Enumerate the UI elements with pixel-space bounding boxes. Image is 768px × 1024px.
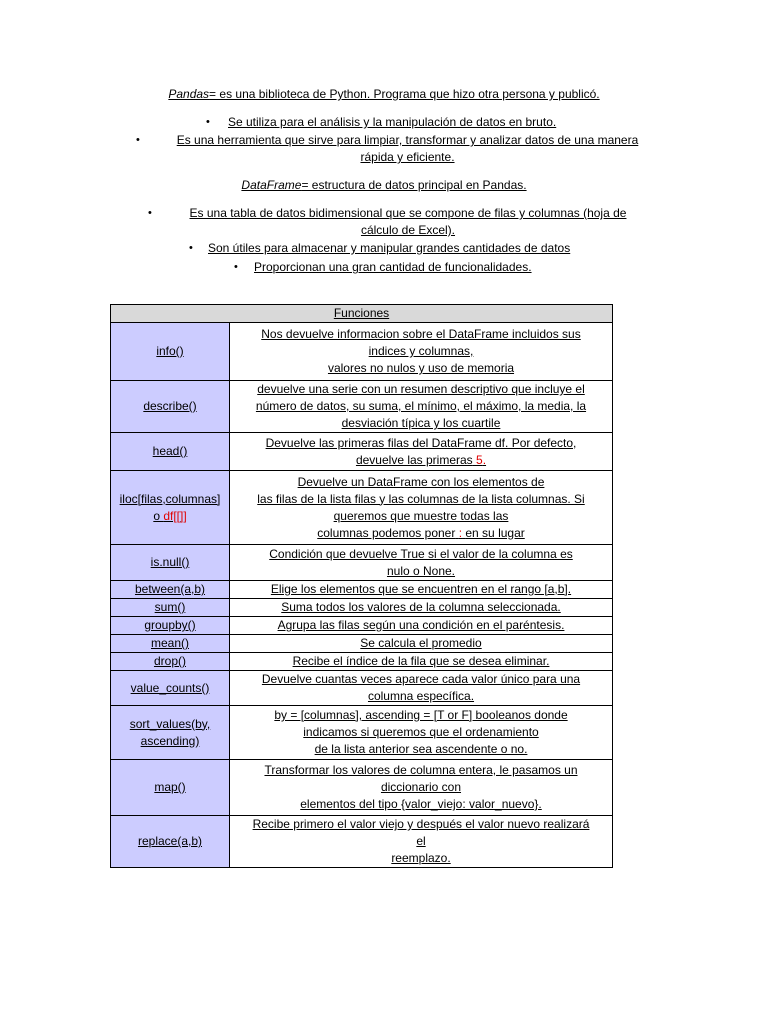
function-description (230, 671, 613, 706)
function-name: info() (111, 323, 230, 381)
function-description (230, 323, 613, 381)
pandas-bullet-2-cont: rápida y eficiente. (360, 150, 455, 164)
dataframe-def: = estructura de datos principal en Pandas. (301, 178, 527, 192)
desc-line: indices y columnas, (368, 344, 474, 358)
pandas-term: Pandas (168, 87, 210, 101)
table-header-row (111, 305, 613, 323)
name-line: o (153, 508, 160, 523)
function-description (230, 471, 613, 545)
function-name: sum() (111, 599, 230, 617)
bullet-icon: • (148, 207, 152, 219)
highlight-name: df[[]] (163, 508, 187, 523)
desc-line: las filas de la lista filas y las columnas de la lista columnas. Si (257, 491, 585, 506)
function-name (111, 471, 230, 545)
desc-line: devuelve una serie con un resumen descriptivo que incluye el (257, 382, 585, 396)
dataframe-bullet-1: Es una tabla de datos bidimensional que se compone de filas y columnas (hoja de (189, 206, 627, 220)
pandas-bullet-1: Se utiliza para el análisis y la manipulación de datos en bruto. (228, 115, 557, 129)
function-name (111, 706, 230, 760)
desc-line: Recibe primero el valor viejo y después el valor nuevo realizará (252, 817, 590, 831)
dataframe-bullet-3: Proporcionan una gran cantidad de funcionalidades. (254, 260, 532, 274)
desc-line: Transformar los valores de columna entera, le pasamos un (264, 763, 578, 777)
desc-line: Condición que devuelve True si el valor de la columna es (269, 546, 573, 561)
function-name: describe() (111, 381, 230, 433)
table-row (111, 617, 613, 635)
table-row (111, 706, 613, 760)
desc-line: devuelve las primeras (355, 452, 473, 467)
bullet-icon: • (189, 242, 193, 254)
function-description (230, 545, 613, 581)
table-row (111, 816, 613, 868)
function-description (230, 760, 613, 816)
desc-line: el (416, 834, 426, 848)
desc-line: valores no nulos y uso de memoria (327, 361, 515, 375)
table-row (111, 381, 613, 433)
dataframe-bullet-2: Son útiles para almacenar y manipular grandes cantidades de datos (208, 241, 571, 255)
name-line: ascending) (140, 733, 200, 748)
function-description: Suma todos los valores de la columna seleccionada. (230, 599, 613, 617)
function-description (230, 433, 613, 471)
dataframe-bullet-1-cont: cálculo de Excel). (360, 223, 456, 237)
desc-line: Devuelve cuantas veces aparece cada valor único para una (261, 672, 581, 686)
desc-line: en su lugar (465, 525, 525, 540)
function-description: Recibe el índice de la fila que se desea eliminar. (230, 653, 613, 671)
function-description (230, 816, 613, 868)
desc-line: columnas podemos poner (317, 525, 456, 540)
bullet-icon: • (136, 134, 140, 146)
desc-line: queremos que muestre todas las (333, 508, 509, 523)
function-name: between(a,b) (111, 581, 230, 599)
desc-line: diccionario con (380, 780, 462, 794)
function-name: map() (111, 760, 230, 816)
function-name: groupby() (111, 617, 230, 635)
desc-line: número de datos, su suma, el mínimo, el máximo, la media, la (255, 399, 587, 413)
function-description (230, 706, 613, 760)
table-row (111, 433, 613, 471)
function-name: is.null() (111, 545, 230, 581)
function-name: mean() (111, 635, 230, 653)
function-name: value_counts() (111, 671, 230, 706)
table-row (111, 545, 613, 581)
desc-line: Devuelve las primeras filas del DataFrame df. Por defecto, (265, 435, 577, 450)
desc-line: columna específica. (367, 689, 475, 703)
desc-line: desviación típica y los cuartile (341, 416, 501, 430)
table-header: Funciones (111, 305, 613, 323)
highlight-colon: : (458, 525, 463, 540)
function-description: Se calcula el promedio (230, 635, 613, 653)
desc-line: elementos del tipo {valor_viejo: valor_nuevo}. (300, 797, 542, 811)
desc-line: indicamos si queremos que el ordenamiento (303, 725, 539, 739)
desc-line: reemplazo. (391, 851, 451, 865)
pandas-definition (0, 86, 768, 103)
pandas-bullet-2: Es una herramienta que sirve para limpiar, transformar y analizar datos de una manera (176, 133, 639, 147)
table-row (111, 760, 613, 816)
table-row (111, 653, 613, 671)
dataframe-definition (0, 177, 768, 194)
function-description (230, 381, 613, 433)
table-row (111, 635, 613, 653)
dataframe-term: DataFrame (241, 178, 302, 192)
pandas-def: = es una biblioteca de Python. Programa que hizo otra persona y publicó. (209, 87, 600, 101)
function-description: Agrupa las filas según una condición en el paréntesis. (230, 617, 613, 635)
name-line: iloc[filas,columnas] (119, 491, 221, 506)
function-name: head() (111, 433, 230, 471)
bullet-icon: • (206, 116, 210, 128)
function-description: Elige los elementos que se encuentren en el rango [a,b]. (230, 581, 613, 599)
desc-line: by = [columnas], ascending = [T or F] booleanos donde (274, 708, 568, 722)
desc-line: de la lista anterior sea ascendente o no. (314, 742, 528, 756)
functions-table (110, 304, 613, 868)
table-row (111, 323, 613, 381)
table-row (111, 581, 613, 599)
bullet-icon: • (234, 261, 238, 273)
name-line: sort_values(by, (129, 716, 211, 731)
table-row (111, 471, 613, 545)
highlight-value: 5 (476, 452, 483, 467)
desc-line: nulo o None. (386, 563, 456, 578)
function-name: drop() (111, 653, 230, 671)
desc-line: Devuelve un DataFrame con los elementos de (297, 474, 545, 489)
table-row (111, 671, 613, 706)
desc-line: Nos devuelve informacion sobre el DataFrame incluidos sus (261, 327, 581, 341)
highlight-punct: . (482, 452, 487, 467)
function-name: replace(a,b) (111, 816, 230, 868)
table-row (111, 599, 613, 617)
